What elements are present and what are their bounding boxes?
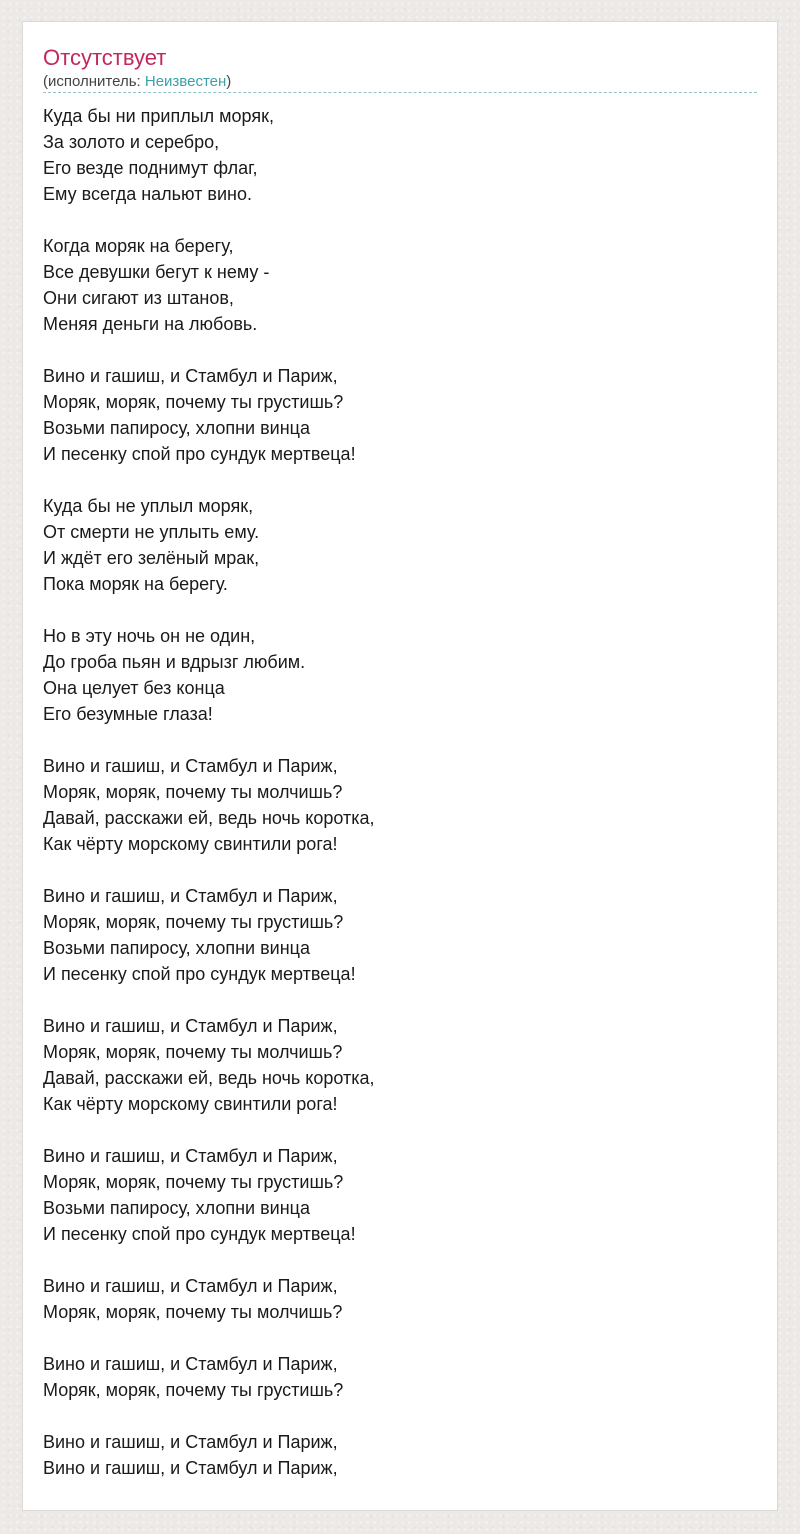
lyric-line: Возьми папиросу, хлопни винца [43, 1198, 310, 1218]
stanza [43, 623, 757, 727]
stanza [43, 753, 757, 857]
lyric-line: Моряк, моряк, почему ты молчишь? [43, 782, 343, 802]
lyric-line: Куда бы не уплыл моряк, [43, 496, 254, 516]
lyric-line: Как чёрту морскому свинтили рога! [43, 834, 338, 854]
lyric-line: Моряк, моряк, почему ты грустишь? [43, 1172, 344, 1192]
lyric-line: Возьми папиросу, хлопни винца [43, 418, 310, 438]
lyric-line: Вино и гашиш, и Стамбул и Париж, [43, 1458, 338, 1478]
lyric-line: До гроба пьян и вдрызг любим. [43, 652, 306, 672]
stanza [43, 493, 757, 597]
lyric-line: Вино и гашиш, и Стамбул и Париж, [43, 1354, 338, 1374]
lyric-line: Все девушки бегут к нему - [43, 262, 270, 282]
lyric-line: Моряк, моряк, почему ты грустишь? [43, 912, 344, 932]
stanza [43, 1351, 757, 1403]
lyric-line: Вино и гашиш, и Стамбул и Париж, [43, 1146, 338, 1166]
artist-line [43, 72, 757, 93]
lyric-line: Вино и гашиш, и Стамбул и Париж, [43, 1276, 338, 1296]
lyric-line: Вино и гашиш, и Стамбул и Париж, [43, 366, 338, 386]
lyric-line: Давай, расскажи ей, ведь ночь коротка, [43, 1068, 375, 1088]
lyric-line: И ждёт его зелёный мрак, [43, 548, 260, 568]
lyric-line: Моряк, моряк, почему ты молчишь? [43, 1302, 343, 1322]
lyric-line: Пока моряк на берегу. [43, 574, 228, 594]
lyric-line: Вино и гашиш, и Стамбул и Париж, [43, 1432, 338, 1452]
stanza [43, 883, 757, 987]
stanza [43, 1429, 757, 1481]
lyric-line: Его безумные глаза! [43, 704, 213, 724]
song-title: Отсутствует [43, 45, 167, 70]
lyric-line: Они сигают из штанов, [43, 288, 234, 308]
stanza [43, 363, 757, 467]
stanza [43, 1013, 757, 1117]
lyrics-card [22, 21, 778, 1511]
artist-suffix: ) [226, 73, 232, 90]
stanza [43, 103, 757, 207]
lyric-line: Как чёрту морскому свинтили рога! [43, 1094, 338, 1114]
lyric-line: От смерти не уплыть ему. [43, 522, 260, 542]
artist-link[interactable]: Неизвестен [144, 73, 227, 90]
lyric-line: За золото и серебро, [43, 132, 220, 152]
lyric-line: Давай, расскажи ей, ведь ночь коротка, [43, 808, 375, 828]
lyric-line: Вино и гашиш, и Стамбул и Париж, [43, 756, 338, 776]
lyric-line: Меняя деньги на любовь. [43, 314, 258, 334]
stanza [43, 233, 757, 337]
lyric-line: Когда моряк на берегу, [43, 236, 234, 256]
artist-prefix: (исполнитель: [43, 73, 145, 90]
lyric-line: И песенку спой про сундук мертвеца! [43, 444, 356, 464]
stanza [43, 1273, 757, 1325]
lyric-line: Моряк, моряк, почему ты грустишь? [43, 392, 344, 412]
lyrics-body [43, 103, 757, 1481]
lyric-line: Но в эту ночь он не один, [43, 626, 256, 646]
lyric-line: Моряк, моряк, почему ты грустишь? [43, 1380, 344, 1400]
lyric-line: Возьми папиросу, хлопни винца [43, 938, 310, 958]
lyric-line: Его везде поднимут флаг, [43, 158, 258, 178]
lyric-line: Моряк, моряк, почему ты молчишь? [43, 1042, 343, 1062]
lyric-line: Вино и гашиш, и Стамбул и Париж, [43, 1016, 338, 1036]
stanza [43, 1143, 757, 1247]
lyric-line: И песенку спой про сундук мертвеца! [43, 1224, 356, 1244]
lyric-line: Куда бы ни приплыл моряк, [43, 106, 274, 126]
lyric-line: Она целует без конца [43, 678, 225, 698]
lyric-line: И песенку спой про сундук мертвеца! [43, 964, 356, 984]
lyric-line: Ему всегда нальют вино. [43, 184, 252, 204]
lyric-line: Вино и гашиш, и Стамбул и Париж, [43, 886, 338, 906]
